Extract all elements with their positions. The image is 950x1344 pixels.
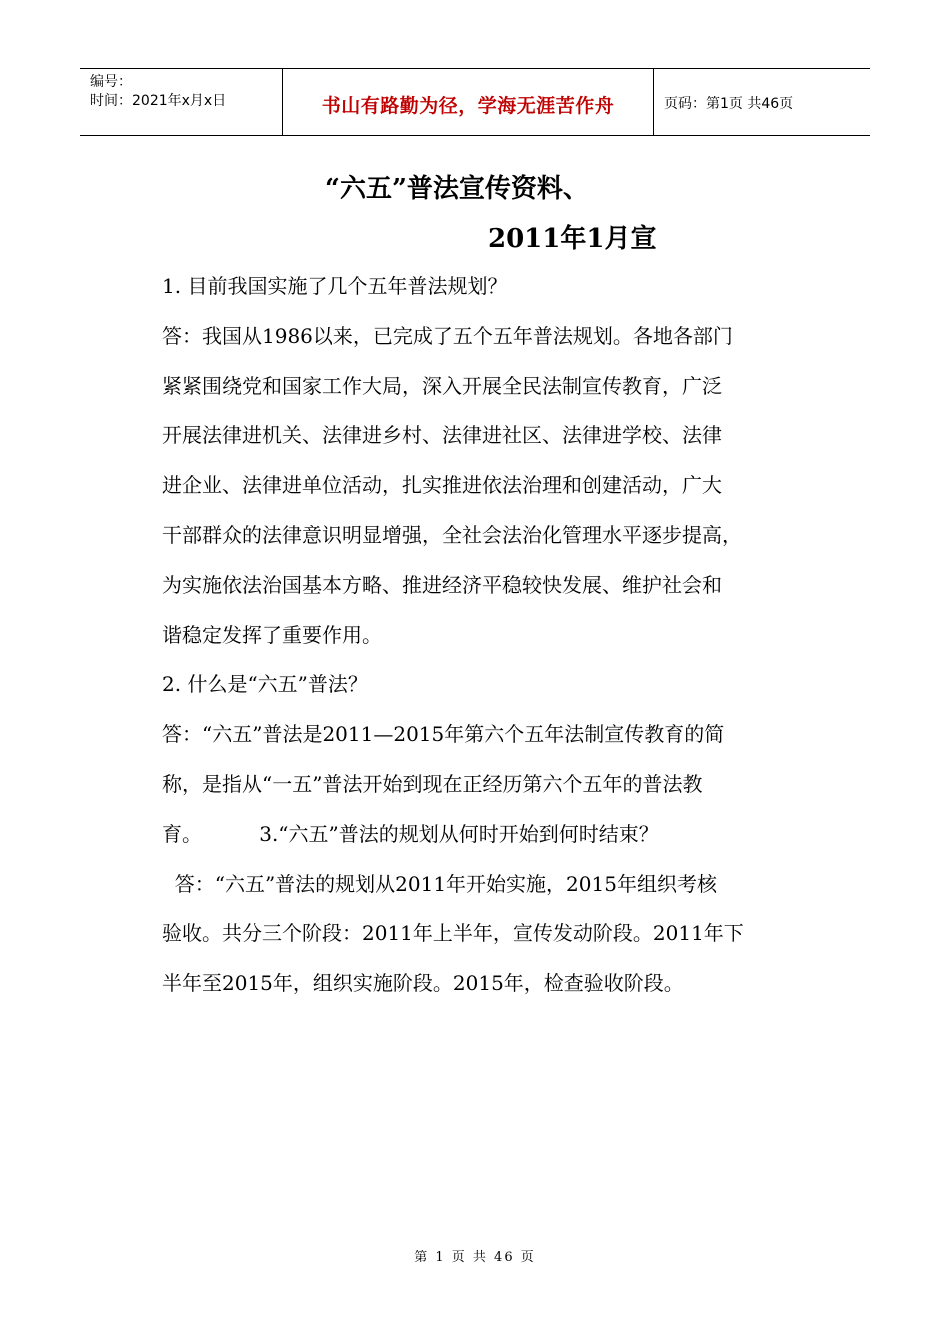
header-motto: 书山有路勤为径，学海无涯苦作舟: [282, 69, 654, 135]
body-line: 答：“六五”普法的规划从2011年开始实施，2015年组织考核: [162, 871, 717, 896]
document-body: [162, 262, 832, 1009]
body-line: 紧紧围绕党和国家工作大局，深入开展全民法制宣传教育，广泛: [162, 373, 722, 398]
body-line: 育。 3.“六五”普法的规划从何时开始到何时结束？: [162, 821, 659, 846]
body-line: 验收。共分三个阶段：2011年上半年，宣传发动阶段。2011年下: [162, 921, 744, 946]
header-page-info: 页码：第1页 共46页: [664, 96, 794, 112]
document-title-line-2: 2011年1月宣: [488, 224, 657, 254]
body-line: 谐稳定发挥了重要作用。: [162, 622, 382, 647]
body-line: 称，是指从“一五”普法开始到现在正经历第六个五年的普法教: [162, 771, 703, 796]
body-line: 2. 什么是“六五”普法？: [162, 672, 368, 697]
body-line: 半年至2015年，组织实施阶段。2015年，检查验收阶段。: [162, 971, 684, 996]
header-table: [80, 68, 870, 136]
body-line: 答：“六五”普法是2011—2015年第六个五年法制宣传教育的简: [162, 722, 725, 747]
header-meta-cell: [80, 69, 282, 135]
body-line: 干部群众的法律意识明显增强，全社会法治化管理水平逐步提高，: [162, 522, 742, 547]
body-line: 进企业、法律进单位活动，扎实推进依法治理和创建活动，广大: [162, 473, 722, 498]
body-line: 答：我国从1986以来，已完成了五个五年普法规划。各地各部门: [162, 323, 733, 348]
body-line: 开展法律进机关、法律进乡村、法律进社区、法律进学校、法律: [162, 423, 722, 448]
document-title-line-1: “六五”普法宣传资料、: [325, 174, 589, 204]
document-date: 时间：2021年x月x日: [90, 93, 227, 109]
body-line: 1. 目前我国实施了几个五年普法规划？: [162, 274, 508, 298]
document-number-label: 编号：: [90, 74, 132, 90]
body-line: 为实施依法治国基本方略、推进经济平稳较快发展、维护社会和: [162, 572, 722, 597]
page-footer: 第 1 页 共 46 页: [414, 1250, 536, 1265]
